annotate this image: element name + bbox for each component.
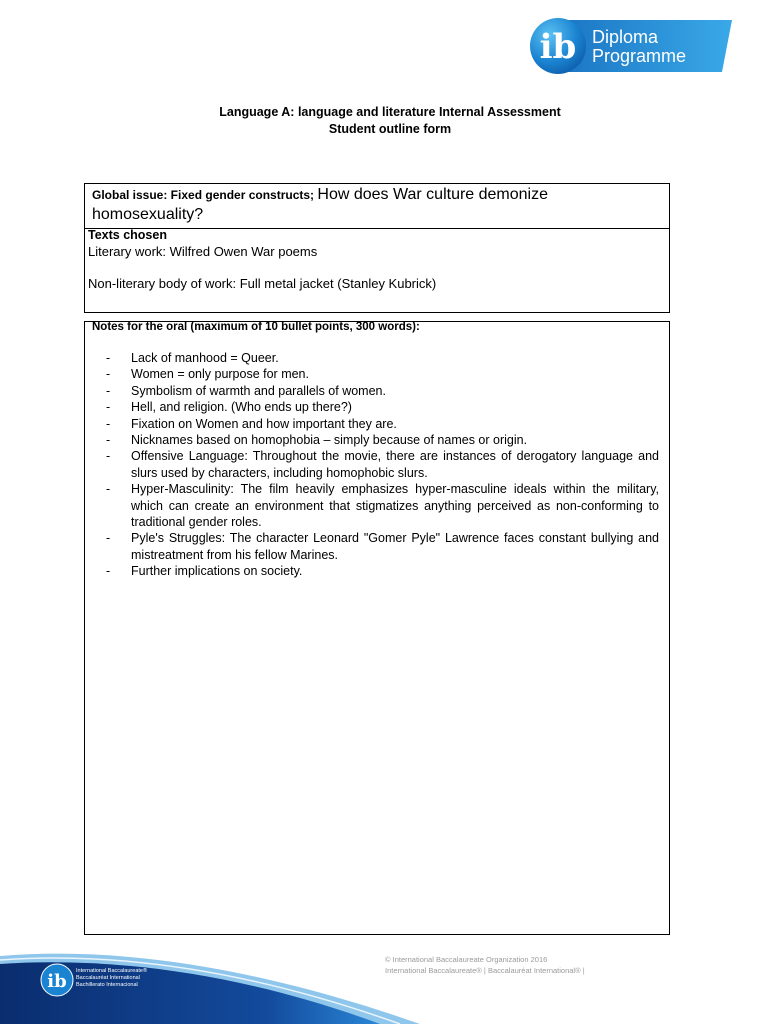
- ib-diploma-programme-logo: [528, 16, 732, 76]
- bullet-dash: -: [106, 351, 111, 365]
- footer-org-en: International Baccalaureate®: [76, 968, 148, 974]
- literary-work: Literary work: Wilfred Owen War poems: [88, 244, 318, 259]
- footer-copyright: [385, 954, 585, 976]
- logo-diploma-text: Diploma: [592, 27, 659, 47]
- notes-label: Notes for the oral (maximum of 10 bullet points, 300 words):: [92, 321, 420, 333]
- list-item: [85, 481, 659, 530]
- list-item: [85, 383, 659, 399]
- copyright-line: © International Baccalaureate Organization 2016: [385, 955, 548, 964]
- page-title: Language A: language and literature Internal Assessment: [219, 105, 561, 119]
- bullet-dash: -: [106, 449, 111, 464]
- logo-programme-text: Programme: [592, 46, 687, 66]
- bullet-dash: -: [106, 482, 111, 497]
- bullet-text: Lack of manhood = Queer.: [131, 351, 279, 365]
- list-item: [85, 416, 659, 432]
- footer-org-fr: Baccalauréat International: [76, 975, 140, 981]
- bullet-dash: -: [106, 383, 111, 398]
- bullet-text: Further implications on society.: [131, 564, 303, 579]
- bullet-text: Nicknames based on homophobia – simply because of names or origin.: [131, 433, 528, 448]
- list-item: [85, 350, 659, 366]
- global-issue-box: [84, 183, 670, 229]
- bullet-dash: -: [106, 564, 111, 579]
- global-issue-line: [92, 185, 661, 225]
- footer-org-es: Bachillerato Internacional: [76, 982, 138, 988]
- bullet-text: Offensive Language: Throughout the movie, there are instances of derogatory language and slurs used by characters, including homophobic slurs.: [131, 449, 659, 480]
- global-issue-label: Global issue: Fixed gender constructs;: [92, 188, 318, 202]
- bullet-text: Fixation on Women and how important they are.: [131, 416, 397, 431]
- bullet-text: Pyle's Struggles: The character Leonard "Gomer Pyle" Lawrence faces constant bullying and mistreatment from his fellow Marines.: [131, 531, 659, 562]
- bullet-text: Hyper-Masculinity: The film heavily emphasizes hyper-masculine ideals within the military, which can create an environment that stigmatizes anything perceived as non-conforming to traditional gender roles.: [131, 482, 659, 530]
- bullet-text: Hell, and religion. (Who ends up there?): [131, 400, 352, 415]
- trademark-line: International Baccalaureate® | Baccalauréat International® |: [385, 966, 585, 975]
- list-item: [85, 563, 659, 579]
- list-item: [85, 399, 659, 415]
- texts-chosen-box: [84, 228, 670, 313]
- bullet-dash: -: [106, 531, 111, 546]
- bullet-dash: -: [106, 433, 111, 448]
- footer-ib-mark: ib: [47, 971, 67, 992]
- bullet-dash: -: [106, 416, 111, 431]
- notes-bullet-list: [85, 350, 659, 580]
- page-subtitle: Student outline form: [328, 122, 452, 136]
- global-issue-question: How does War culture demonize homosexuality?: [92, 186, 549, 223]
- notes-box: [84, 321, 670, 935]
- list-item: [85, 448, 659, 481]
- list-item: [85, 366, 659, 382]
- non-literary-work: Non-literary body of work: Full metal jacket (Stanley Kubrick): [88, 276, 437, 291]
- bullet-dash: -: [106, 400, 111, 415]
- texts-chosen-label: Texts chosen: [88, 228, 167, 242]
- list-item: [85, 432, 659, 448]
- bullet-dash: -: [106, 367, 111, 382]
- bullet-text: Women = only purpose for men.: [131, 367, 309, 382]
- bullet-text: Symbolism of warmth and parallels of women.: [131, 383, 386, 398]
- logo-ib-mark: ib: [539, 27, 577, 67]
- page-heading: [0, 104, 768, 138]
- footer-ib-ball-icon: [40, 963, 74, 997]
- list-item: [85, 530, 659, 563]
